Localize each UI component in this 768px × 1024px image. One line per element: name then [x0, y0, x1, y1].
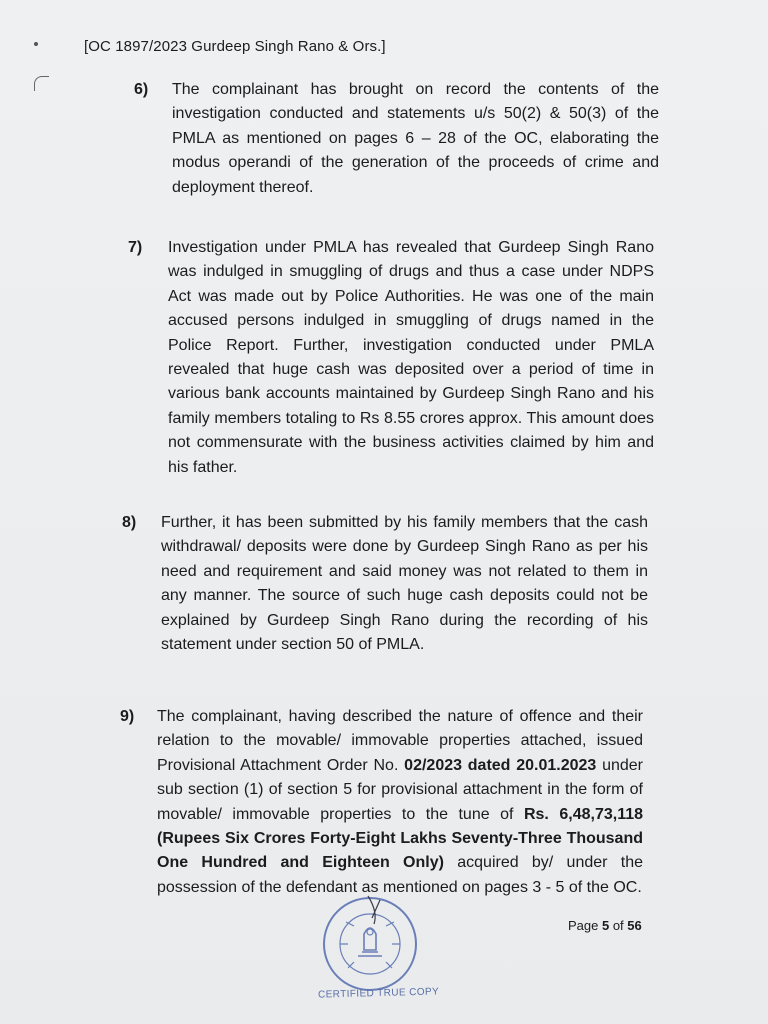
punch-hole-mark	[34, 76, 49, 91]
page-number	[568, 918, 642, 933]
attachment-amount: Rs. 6,48,73,118 (Rupees Six Crores Forty-Eight Lakhs Seventy-Three Thousand One Hundred and Eighteen Only)	[157, 805, 644, 872]
paragraph-text-part: under sub section (1) of section 5 for provisional attachment in the form of movable/ immovable properties to the tune of	[157, 756, 643, 823]
paragraph-text-part: The complainant, having described the nature of offence and their relation to the movable/ immovable properties attached, issued Provisional Attachment Order No.	[157, 708, 643, 774]
paragraph-number: 6)	[134, 81, 149, 98]
paragraph-text	[157, 705, 643, 900]
paragraph-number: 9)	[120, 708, 135, 725]
page-prefix: Page	[568, 918, 602, 933]
scan-speck	[34, 42, 38, 46]
certified-stamp: CERTIFIED TRUE COPY	[317, 986, 440, 1001]
paragraph-number: 8)	[122, 514, 137, 531]
paragraph-6	[134, 78, 659, 200]
paragraph-number: 7)	[128, 239, 143, 256]
order-number: 02/2023 dated 20.01.2023	[404, 756, 597, 774]
page-mid: of	[609, 918, 628, 933]
page-current: 5	[601, 918, 610, 933]
paragraph-8	[122, 511, 648, 657]
paragraph-9	[120, 705, 644, 900]
page-total: 56	[627, 918, 642, 933]
paragraph-text: Investigation under PMLA has revealed that Gurdeep Singh Rano was indulged in smuggling of drugs and thus a case under NDPS Act was made out by Police Authorities. He was one of the main accused persons indulged in smuggling of drugs named in the Police Report. Further, investigation conducted under PMLA revealed that huge cash was deposited over a period of time in various bank accounts maintained by Gurdeep Singh Rano and his family members totaling to Rs 8.55 crores approx. This amount does not commensurate with the business activities claimed by him and his father.	[168, 239, 654, 476]
official-seal-icon	[318, 892, 422, 996]
paragraph-text: The complainant has brought on record the contents of the investigation conducted and statements u/s 50(2) & 50(3) of the PMLA as mentioned on pages 6 – 28 of the OC, elaborating the modus operandi of the generation of the proceeds of crime and deployment thereof.	[172, 81, 659, 196]
case-header: [OC 1897/2023 Gurdeep Singh Rano & Ors.]	[84, 38, 386, 55]
paragraph-text-part: acquired by/ under the possession of the defendant as mentioned on pages 3 - 5 of the OC.	[157, 854, 643, 896]
paragraph-7	[128, 236, 654, 480]
paragraph-text: Further, it has been submitted by his family members that the cash withdrawal/ deposits were done by Gurdeep Singh Rano as per his need and requirement and said money was not related to them in any manner. The source of such huge cash deposits could not be explained by Gurdeep Singh Rano during the recording of his statement under section 50 of PMLA.	[161, 514, 648, 654]
